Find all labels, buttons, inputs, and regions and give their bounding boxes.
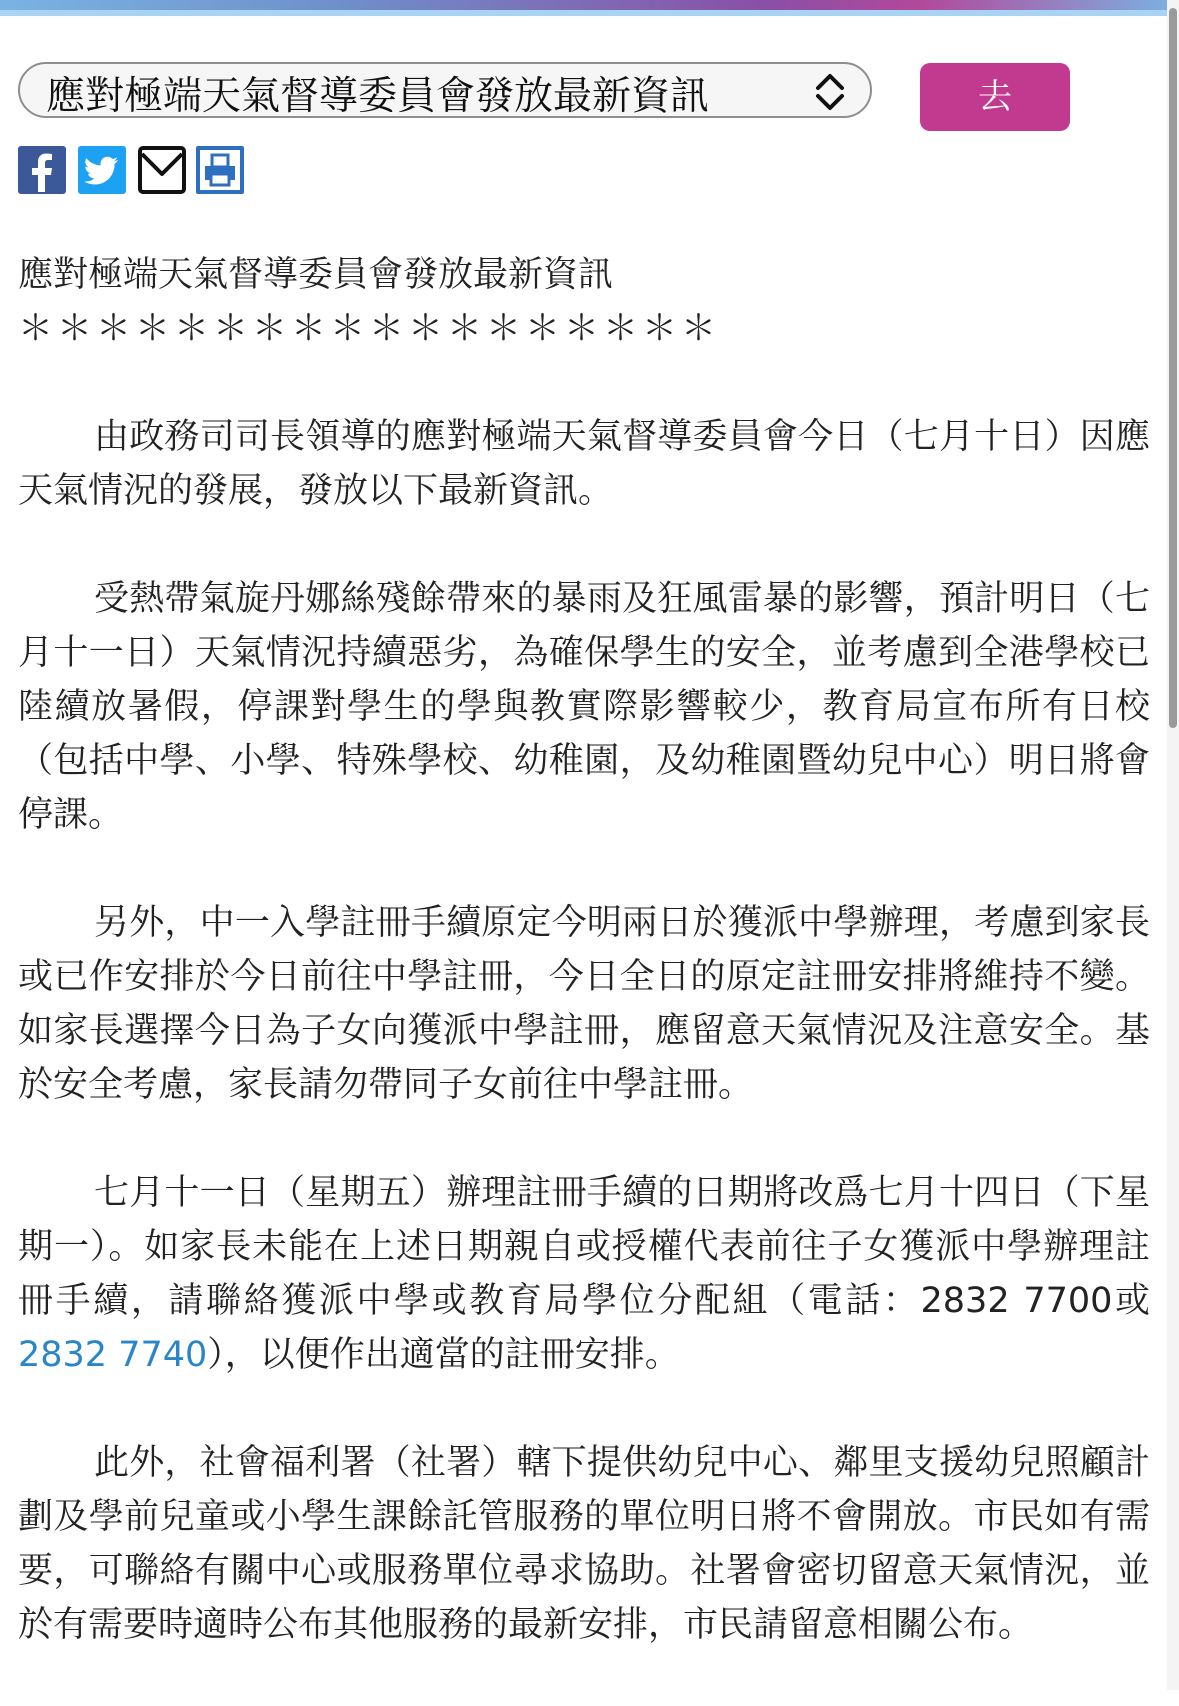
facebook-icon[interactable] [18, 146, 66, 194]
twitter-icon[interactable] [78, 146, 126, 194]
article-paragraph: 受熱帶氣旋丹娜絲殘餘帶來的暴雨及狂風雷暴的影響，預計明日（七月十一日）天氣情況持續惡劣，為確保學生的安全，並考慮到全港學校已陸續放暑假，停課對學生的學與教實際影響較少，教育局宣布所有日校（包括中學、小學、特殊學校、幼稚園，及幼稚園暨幼兒中心）明日將會停課。 [18, 579, 1150, 835]
article-title: 應對極端天氣督導委員會發放最新資訊 [18, 255, 614, 295]
browser-top-strip [0, 10, 1179, 16]
phone-link[interactable]: 2832 7740 [18, 1335, 208, 1375]
title-separator: ＊＊＊＊＊＊＊＊＊＊＊＊＊＊＊＊＊＊ [18, 309, 721, 349]
paragraph-text: ），以便作出適當的註冊安排。 [207, 1335, 680, 1375]
article-body [18, 248, 1150, 1706]
email-icon[interactable] [138, 146, 186, 194]
article-paragraph: 由政務司司長領導的應對極端天氣督導委員會今日（七月十日）因應天氣情況的發展，發放以下最新資訊。 [18, 417, 1150, 511]
news-select-value: 應對極端天氣督導委員會發放最新資訊 [46, 74, 710, 118]
print-icon[interactable] [196, 146, 244, 194]
article-paragraph: 此外，社會福利署（社署）轄下提供幼兒中心、鄰里支援幼兒照顧計劃及學前兒童或小學生課餘託管服務的單位明日將不會開放。市民如有需要，可聯絡有關中心或服務單位尋求協助。社署會密切留意天氣情況，並於有需要時適時公布其他服務的最新安排，市民請留意相關公布。 [18, 1443, 1150, 1645]
article-paragraph: 另外，中一入學註冊手續原定今明兩日於獲派中學辦理，考慮到家長或已作安排於今日前往中學註冊，今日全日的原定註冊安排將維持不變。如家長選擇今日為子女向獲派中學註冊，應留意天氣情況及注意安全。基於安全考慮，家長請勿帶同子女前往中學註冊。 [18, 903, 1150, 1105]
paragraph-text: 七月十一日（星期五）辦理註冊手續的日期將改爲七月十四日（下星期一）。如家長未能在上述日期親自或授權代表前往子女獲派中學辦理註冊手續，請聯絡獲派中學或教育局學位分配組（電話：2832 7700或 [18, 1173, 1150, 1321]
scrollbar-track[interactable] [1167, 0, 1179, 1690]
go-button[interactable]: 去 [920, 63, 1070, 131]
scrollbar-thumb[interactable] [1169, 8, 1177, 728]
chevron-updown-icon [812, 68, 848, 116]
article-paragraph [18, 1166, 1150, 1382]
news-select-dropdown[interactable] [18, 62, 872, 118]
